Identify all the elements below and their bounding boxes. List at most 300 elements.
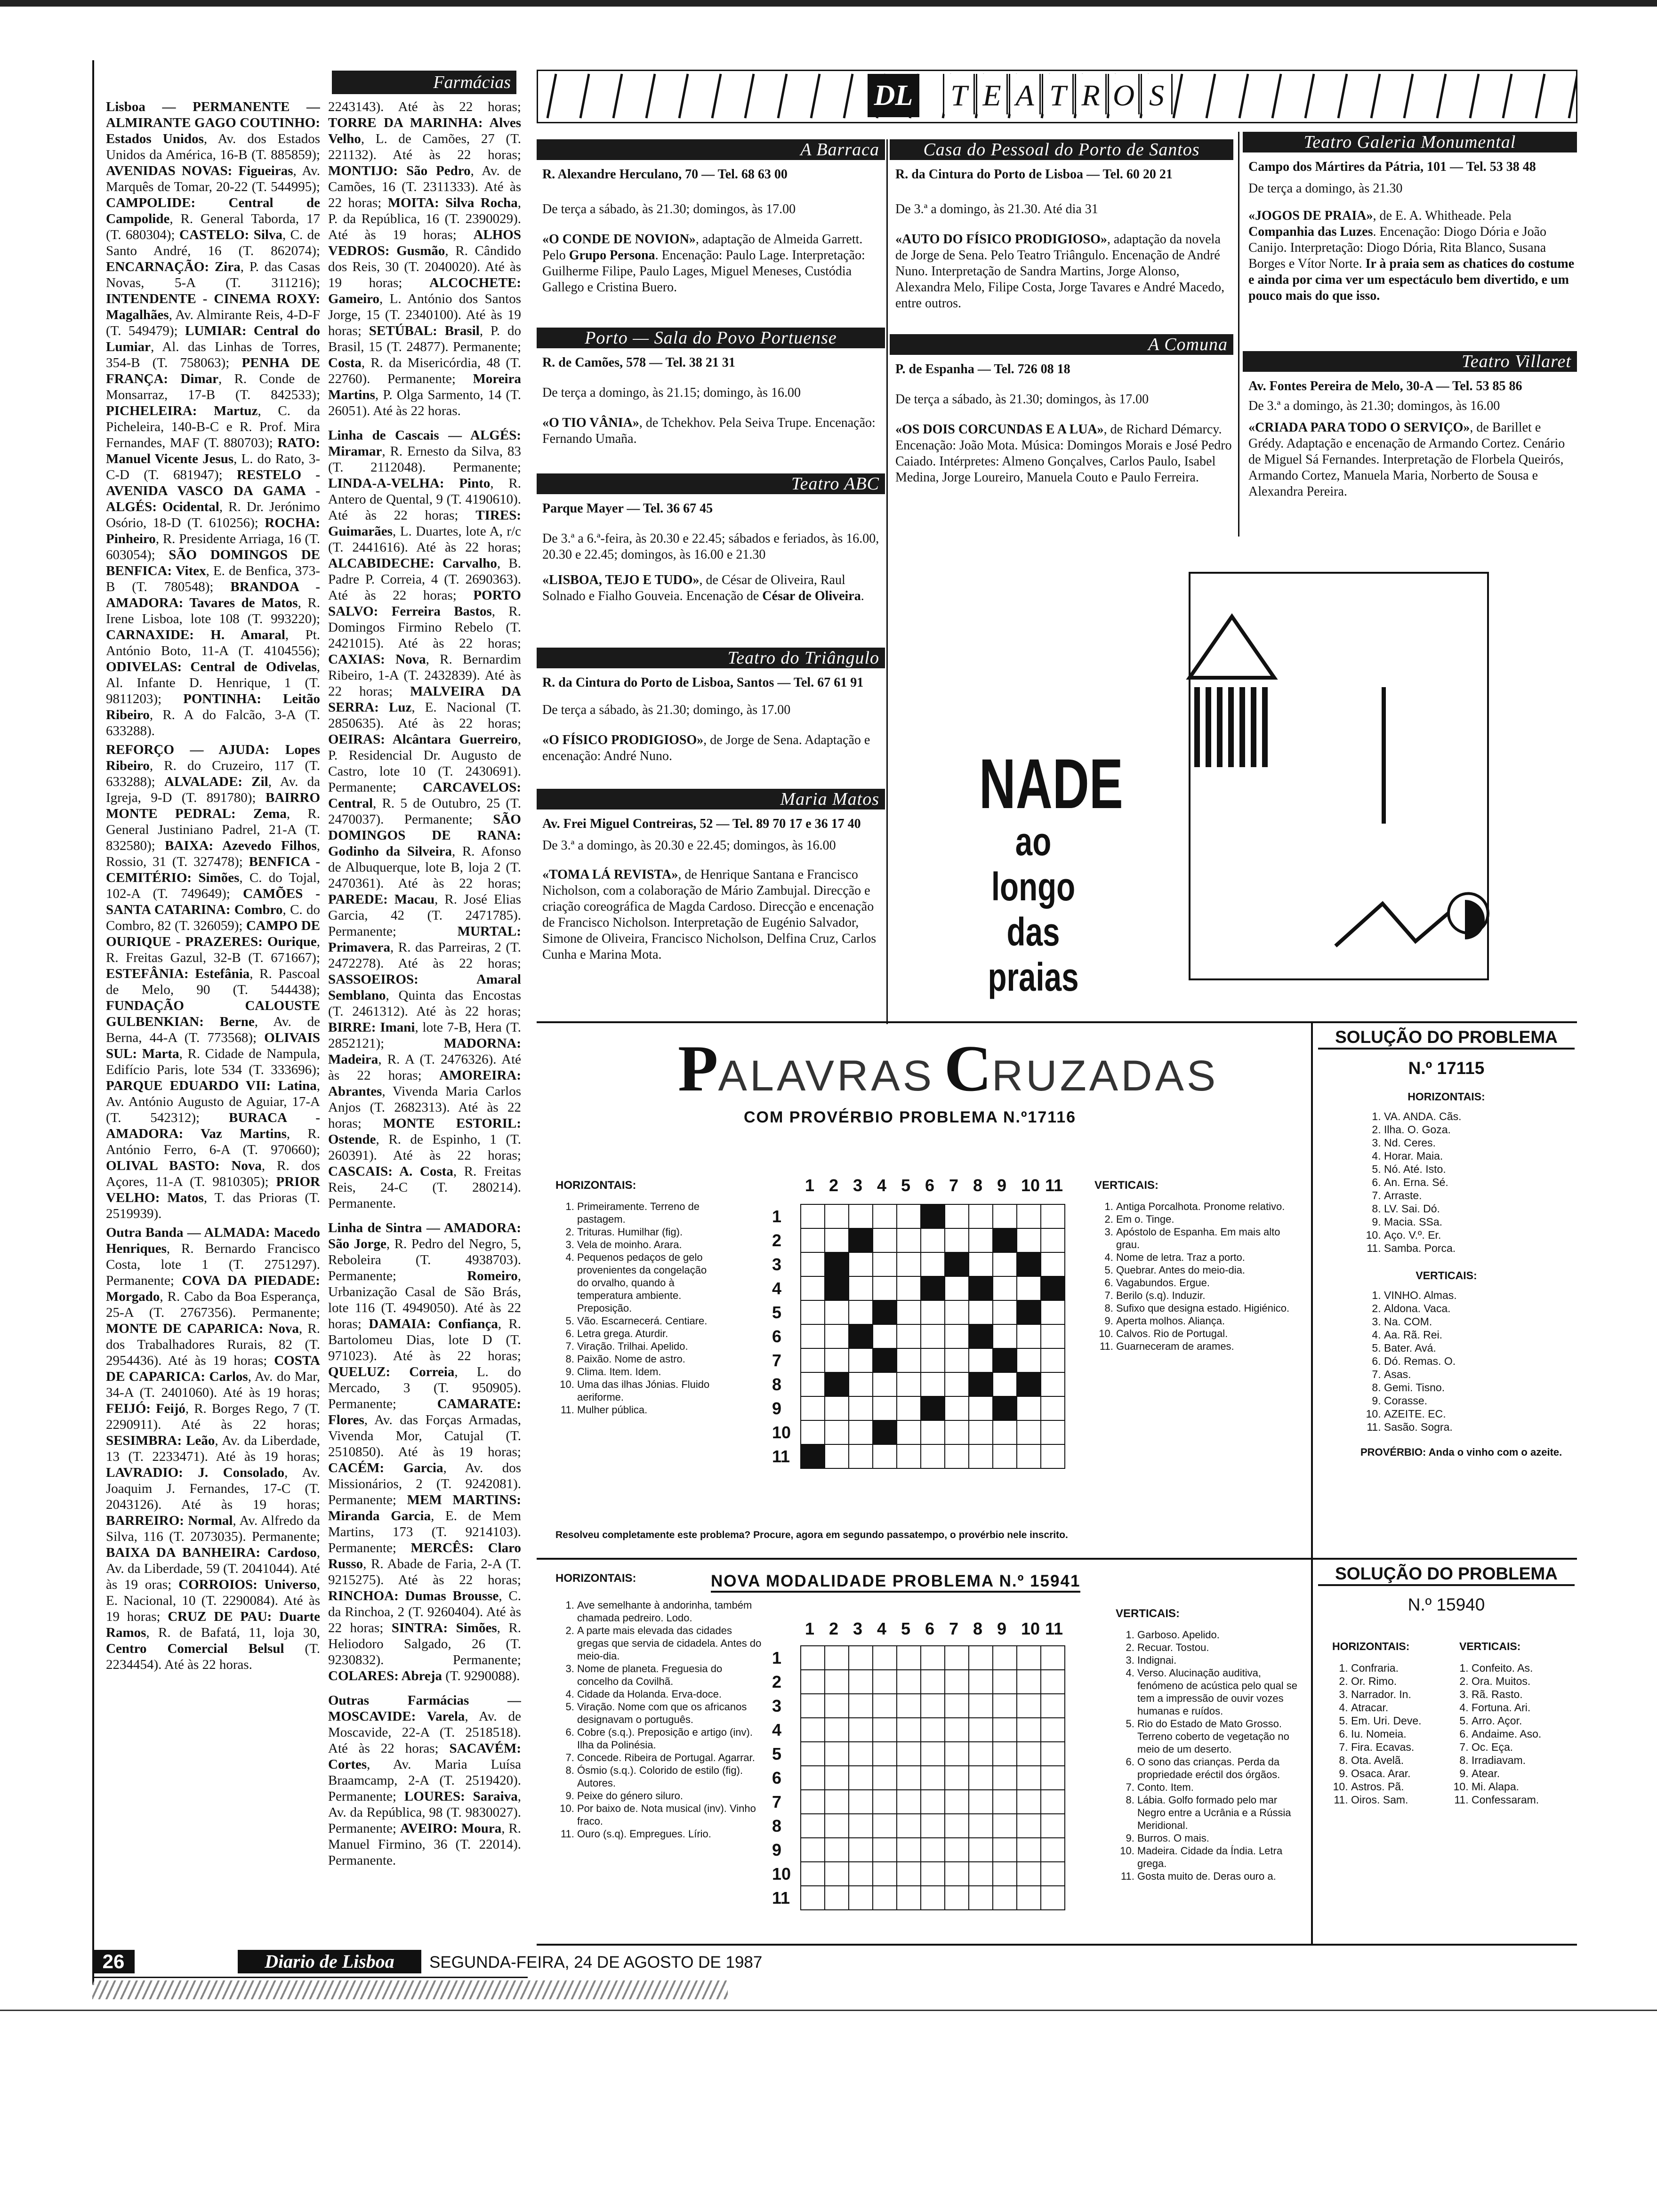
- grid-cell[interactable]: [993, 1372, 1017, 1396]
- grid-cell[interactable]: [945, 1838, 969, 1862]
- grid-cell[interactable]: [969, 1694, 993, 1718]
- grid-cell[interactable]: [1041, 1300, 1065, 1324]
- grid-cell[interactable]: [921, 1742, 945, 1766]
- grid-cell[interactable]: [897, 1228, 921, 1252]
- grid-cell[interactable]: [993, 1718, 1017, 1742]
- grid-cell[interactable]: [945, 1300, 969, 1324]
- grid-cell[interactable]: [921, 1718, 945, 1742]
- grid-cell[interactable]: [1041, 1276, 1065, 1300]
- grid-cell[interactable]: [897, 1444, 921, 1468]
- list-item: 4. Pequenos pedaços de gelo provenientes da congelação do orvalho, quando à temperatura ambiente. Preposição.: [577, 1251, 716, 1314]
- grid-cell[interactable]: [945, 1766, 969, 1790]
- grid-cell[interactable]: [993, 1396, 1017, 1420]
- grid-cell[interactable]: [849, 1646, 873, 1670]
- grid-cell[interactable]: [969, 1814, 993, 1838]
- theatre-address: Parque Mayer — Tel. 36 67 45: [542, 501, 713, 516]
- grid-cell[interactable]: [1017, 1300, 1041, 1324]
- hatch-line: [1437, 74, 1446, 118]
- grid-cell[interactable]: [849, 1886, 873, 1910]
- grid-cell[interactable]: [897, 1766, 921, 1790]
- grid-cell[interactable]: [1017, 1694, 1041, 1718]
- grid-cell[interactable]: [1041, 1838, 1065, 1862]
- grid-cell[interactable]: [1041, 1886, 1065, 1910]
- grid-cell[interactable]: [801, 1646, 825, 1670]
- grid-cell[interactable]: [969, 1300, 993, 1324]
- grid-cell[interactable]: [825, 1742, 849, 1766]
- grid-cell[interactable]: [969, 1204, 993, 1228]
- grid-cell[interactable]: [1041, 1252, 1065, 1276]
- grid-cell[interactable]: [801, 1252, 825, 1276]
- theatre-times: De 3.ª a 6.ª-feira, às 20.30 e 22.45; sábados e feriados, às 16.00, 20.30 e 22.45; domingos, às 16.00 e 21.30: [542, 531, 879, 562]
- grid-cell[interactable]: [873, 1742, 897, 1766]
- grid-cell[interactable]: [873, 1348, 897, 1372]
- grid-cell[interactable]: [921, 1420, 945, 1444]
- grid-cell[interactable]: [1041, 1396, 1065, 1420]
- grid-cell[interactable]: [993, 1814, 1017, 1838]
- grid-cell[interactable]: [825, 1694, 849, 1718]
- grid-cell[interactable]: [873, 1300, 897, 1324]
- grid-cell[interactable]: [897, 1204, 921, 1228]
- grid-cell[interactable]: [897, 1718, 921, 1742]
- grid-cell[interactable]: [873, 1204, 897, 1228]
- grid-cell[interactable]: [801, 1228, 825, 1252]
- grid-cell[interactable]: [1017, 1766, 1041, 1790]
- grid-cell[interactable]: [945, 1276, 969, 1300]
- grid-cell[interactable]: [801, 1862, 825, 1886]
- column-number: 11: [1045, 1176, 1063, 1195]
- grid-cell[interactable]: [801, 1814, 825, 1838]
- grid-cell[interactable]: [945, 1252, 969, 1276]
- grid-cell[interactable]: [825, 1862, 849, 1886]
- grid-cell[interactable]: [873, 1420, 897, 1444]
- crossword1-subtitle: COM PROVÉRBIO PROBLEMA N.º17116: [744, 1108, 1077, 1126]
- grid-cell[interactable]: [1017, 1814, 1041, 1838]
- solution-list: [1370, 1289, 1575, 1434]
- grid-cell[interactable]: [1017, 1324, 1041, 1348]
- grid-cell[interactable]: [873, 1396, 897, 1420]
- grid-cell[interactable]: [825, 1276, 849, 1300]
- grid-cell[interactable]: [969, 1252, 993, 1276]
- grid-cell[interactable]: [945, 1396, 969, 1420]
- grid-cell[interactable]: [897, 1396, 921, 1420]
- grid-cell[interactable]: [921, 1886, 945, 1910]
- grid-cell[interactable]: [825, 1670, 849, 1694]
- grid-cell[interactable]: [945, 1742, 969, 1766]
- grid-cell[interactable]: [1017, 1862, 1041, 1886]
- grid-cell[interactable]: [897, 1348, 921, 1372]
- grid-cell[interactable]: [1041, 1766, 1065, 1790]
- list-item: 6. Letra grega. Aturdir.: [577, 1327, 716, 1340]
- grid-cell[interactable]: [1041, 1420, 1065, 1444]
- grid-cell[interactable]: [1017, 1396, 1041, 1420]
- list-item: 4. Atracar.: [1351, 1701, 1450, 1714]
- grid-cell[interactable]: [801, 1444, 825, 1468]
- grid-cell[interactable]: [873, 1766, 897, 1790]
- grid-cell[interactable]: [945, 1228, 969, 1252]
- grid-cell[interactable]: [969, 1862, 993, 1886]
- grid-cell[interactable]: [897, 1886, 921, 1910]
- grid-cell[interactable]: [1017, 1790, 1041, 1814]
- grid-cell[interactable]: [849, 1694, 873, 1718]
- grid-cell[interactable]: [897, 1814, 921, 1838]
- grid-cell[interactable]: [945, 1718, 969, 1742]
- grid-cell[interactable]: [849, 1348, 873, 1372]
- grid-cell[interactable]: [825, 1348, 849, 1372]
- grid-cell[interactable]: [921, 1694, 945, 1718]
- grid-cell[interactable]: [873, 1694, 897, 1718]
- grid-cell[interactable]: [873, 1276, 897, 1300]
- grid-cell[interactable]: [945, 1790, 969, 1814]
- grid-cell[interactable]: [849, 1204, 873, 1228]
- advert-line-1: NADE: [979, 744, 1123, 823]
- solution-2: [1318, 1564, 1575, 1806]
- row-number: 8: [772, 1816, 782, 1835]
- clue-list: [555, 1599, 765, 1840]
- grid-cell[interactable]: [849, 1814, 873, 1838]
- grid-cell[interactable]: [969, 1396, 993, 1420]
- list-item: 6. Cobre (s.q.). Preposição e artigo (inv). Ilha da Polinésia.: [577, 1726, 765, 1751]
- theatre-address: Campo dos Mártires da Pátria, 101 — Tel. 53 38 48: [1248, 160, 1536, 174]
- grid-cell[interactable]: [993, 1228, 1017, 1252]
- grid-cell[interactable]: [921, 1252, 945, 1276]
- list-item: 11. Gosta muito de. Deras ouro a.: [1137, 1870, 1304, 1883]
- grid-cell[interactable]: [1041, 1670, 1065, 1694]
- grid-cell[interactable]: [801, 1396, 825, 1420]
- column-number: 10: [1021, 1176, 1040, 1195]
- grid-cell[interactable]: [1017, 1372, 1041, 1396]
- grid-cell[interactable]: [825, 1300, 849, 1324]
- grid-cell[interactable]: [1017, 1444, 1041, 1468]
- grid-cell[interactable]: [1041, 1372, 1065, 1396]
- grid-cell[interactable]: [849, 1718, 873, 1742]
- grid-cell[interactable]: [897, 1420, 921, 1444]
- grid-cell[interactable]: [921, 1276, 945, 1300]
- list-item: 3. Na. COM.: [1384, 1315, 1575, 1328]
- grid-cell[interactable]: [969, 1886, 993, 1910]
- grid-cell[interactable]: [993, 1862, 1017, 1886]
- grid-cell[interactable]: [849, 1276, 873, 1300]
- grid-cell[interactable]: [993, 1742, 1017, 1766]
- grid-cell[interactable]: [993, 1694, 1017, 1718]
- grid-cell[interactable]: [993, 1324, 1017, 1348]
- grid-cell[interactable]: [1017, 1886, 1041, 1910]
- bottom-rule: [0, 2010, 1657, 2011]
- grid-cell[interactable]: [945, 1694, 969, 1718]
- grid-cell[interactable]: [897, 1742, 921, 1766]
- grid-cell[interactable]: [969, 1670, 993, 1694]
- grid-cell[interactable]: [945, 1348, 969, 1372]
- crossword1-grid[interactable]: [800, 1204, 1065, 1469]
- grid-cell[interactable]: [921, 1862, 945, 1886]
- grid-cell[interactable]: [1041, 1228, 1065, 1252]
- list-item: 8. LV. Sai. Dó.: [1384, 1202, 1575, 1215]
- grid-cell[interactable]: [921, 1372, 945, 1396]
- grid-cell[interactable]: [993, 1838, 1017, 1862]
- grid-cell[interactable]: [825, 1790, 849, 1814]
- grid-cell[interactable]: [849, 1324, 873, 1348]
- grid-cell[interactable]: [993, 1444, 1017, 1468]
- grid-cell[interactable]: [969, 1372, 993, 1396]
- column-number: 6: [925, 1619, 935, 1638]
- grid-cell[interactable]: [969, 1228, 993, 1252]
- grid-cell[interactable]: [969, 1324, 993, 1348]
- grid-cell[interactable]: [801, 1348, 825, 1372]
- grid-cell[interactable]: [849, 1766, 873, 1790]
- theatre-triangulo: [537, 648, 885, 770]
- grid-cell[interactable]: [849, 1790, 873, 1814]
- list-item: 2. Em o. Tinge.: [1116, 1213, 1297, 1226]
- grid-cell[interactable]: [993, 1886, 1017, 1910]
- grid-cell[interactable]: [921, 1790, 945, 1814]
- clue-list: [1116, 1628, 1304, 1883]
- row-number: 3: [772, 1696, 782, 1715]
- grid-cell[interactable]: [993, 1646, 1017, 1670]
- grid-cell[interactable]: [945, 1670, 969, 1694]
- grid-cell[interactable]: [873, 1814, 897, 1838]
- grid-cell[interactable]: [897, 1694, 921, 1718]
- grid-cell[interactable]: [849, 1670, 873, 1694]
- grid-cell[interactable]: [1017, 1348, 1041, 1372]
- grid-cell[interactable]: [1017, 1718, 1041, 1742]
- grid-cell[interactable]: [921, 1646, 945, 1670]
- grid-cell[interactable]: [921, 1670, 945, 1694]
- grid-cell[interactable]: [873, 1838, 897, 1862]
- grid-cell[interactable]: [849, 1742, 873, 1766]
- list-item: 10. AZEITE. EC.: [1384, 1407, 1575, 1420]
- grid-cell[interactable]: [873, 1228, 897, 1252]
- grid-cell[interactable]: [1017, 1420, 1041, 1444]
- grid-cell[interactable]: [945, 1204, 969, 1228]
- grid-cell[interactable]: [945, 1886, 969, 1910]
- grid-cell[interactable]: [1041, 1204, 1065, 1228]
- list-item: 6. Andaime. Aso.: [1472, 1727, 1572, 1740]
- grid-cell[interactable]: [825, 1324, 849, 1348]
- grid-cell[interactable]: [921, 1766, 945, 1790]
- grid-cell[interactable]: [1041, 1646, 1065, 1670]
- grid-cell[interactable]: [1041, 1742, 1065, 1766]
- grid-cell[interactable]: [801, 1204, 825, 1228]
- grid-cell[interactable]: [969, 1742, 993, 1766]
- grid-cell[interactable]: [969, 1838, 993, 1862]
- clue-list: [555, 1200, 716, 1416]
- hatch-line: [646, 74, 655, 118]
- grid-cell[interactable]: [1041, 1790, 1065, 1814]
- theatre-times: De terça a sábado, às 21.30; domingos, às 17.00: [542, 202, 796, 216]
- grid-cell[interactable]: [993, 1790, 1017, 1814]
- grid-cell[interactable]: [921, 1204, 945, 1228]
- grid-cell[interactable]: [921, 1324, 945, 1348]
- grid-cell[interactable]: [873, 1444, 897, 1468]
- grid-cell[interactable]: [1017, 1670, 1041, 1694]
- grid-cell[interactable]: [945, 1862, 969, 1886]
- grid-cell[interactable]: [873, 1790, 897, 1814]
- theatre-times: De terça a domingo, às 21.30: [1248, 181, 1403, 196]
- grid-cell[interactable]: [969, 1420, 993, 1444]
- farmacias-header: Farmácias: [332, 71, 516, 94]
- grid-cell[interactable]: [1017, 1252, 1041, 1276]
- list-item: 8. Sufixo que designa estado. Higiénico.: [1116, 1302, 1297, 1314]
- grid-cell[interactable]: [945, 1372, 969, 1396]
- grid-cell[interactable]: [825, 1204, 849, 1228]
- grid-cell[interactable]: [801, 1420, 825, 1444]
- theatre-description: «AUTO DO FÍSICO PRODIGIOSO», adaptação da novela de Jorge de Sena. Pelo Teatro Triângulo. Encenação de André Nuno. Interpretação de Sandra Martins, Jorge Alonso, Alexandra Melo, Filipe Costa, Jorge Tavares e André Macedo, entre outros.: [895, 232, 1225, 311]
- crossword1-horizontal-clues: [555, 1179, 716, 1416]
- column-number: 2: [829, 1176, 839, 1195]
- grid-cell[interactable]: [969, 1766, 993, 1790]
- grid-cell[interactable]: [993, 1300, 1017, 1324]
- grid-cell[interactable]: [801, 1838, 825, 1862]
- crossword2-grid[interactable]: [800, 1645, 1065, 1910]
- teatros-letter: A: [1009, 74, 1041, 114]
- grid-cell[interactable]: [873, 1252, 897, 1276]
- grid-cell[interactable]: [897, 1372, 921, 1396]
- grid-cell[interactable]: [849, 1838, 873, 1862]
- grid-cell[interactable]: [945, 1814, 969, 1838]
- grid-cell[interactable]: [921, 1396, 945, 1420]
- grid-cell[interactable]: [801, 1886, 825, 1910]
- grid-cell[interactable]: [1041, 1324, 1065, 1348]
- list-item: 2. Or. Rimo.: [1351, 1675, 1450, 1688]
- grid-cell[interactable]: [1017, 1646, 1041, 1670]
- grid-cell[interactable]: [993, 1670, 1017, 1694]
- row-number: 1: [772, 1207, 782, 1226]
- grid-cell[interactable]: [897, 1790, 921, 1814]
- grid-cell[interactable]: [873, 1862, 897, 1886]
- grid-cell[interactable]: [801, 1766, 825, 1790]
- grid-cell[interactable]: [993, 1252, 1017, 1276]
- grid-cell[interactable]: [921, 1838, 945, 1862]
- list-item: 4. Horar. Maia.: [1384, 1149, 1575, 1162]
- grid-cell[interactable]: [969, 1790, 993, 1814]
- grid-cell[interactable]: [1041, 1348, 1065, 1372]
- grid-cell[interactable]: [801, 1324, 825, 1348]
- section-rule: [537, 1944, 1577, 1946]
- grid-cell[interactable]: [993, 1276, 1017, 1300]
- grid-cell[interactable]: [873, 1670, 897, 1694]
- grid-cell[interactable]: [969, 1718, 993, 1742]
- grid-cell[interactable]: [1017, 1276, 1041, 1300]
- grid-cell[interactable]: [801, 1300, 825, 1324]
- grid-cell[interactable]: [921, 1814, 945, 1838]
- grid-cell[interactable]: [1017, 1204, 1041, 1228]
- list-item: 1. Primeiramente. Terreno de pastagem.: [577, 1200, 716, 1226]
- grid-cell[interactable]: [1017, 1228, 1041, 1252]
- grid-cell[interactable]: [969, 1646, 993, 1670]
- grid-cell[interactable]: [945, 1444, 969, 1468]
- grid-cell[interactable]: [825, 1838, 849, 1862]
- grid-cell[interactable]: [1041, 1694, 1065, 1718]
- grid-cell[interactable]: [825, 1444, 849, 1468]
- grid-cell[interactable]: [945, 1420, 969, 1444]
- grid-cell[interactable]: [873, 1372, 897, 1396]
- grid-cell[interactable]: [945, 1324, 969, 1348]
- hut-stripe: [1239, 687, 1245, 767]
- grid-cell[interactable]: [849, 1420, 873, 1444]
- grid-cell[interactable]: [921, 1228, 945, 1252]
- grid-cell[interactable]: [1017, 1742, 1041, 1766]
- grid-cell[interactable]: [897, 1324, 921, 1348]
- grid-cell[interactable]: [825, 1396, 849, 1420]
- grid-cell[interactable]: [897, 1300, 921, 1324]
- grid-cell[interactable]: [825, 1766, 849, 1790]
- teatros-letter: T: [943, 74, 975, 114]
- grid-cell[interactable]: [825, 1814, 849, 1838]
- grid-cell[interactable]: [969, 1348, 993, 1372]
- grid-cell[interactable]: [993, 1204, 1017, 1228]
- grid-cell[interactable]: [849, 1228, 873, 1252]
- nade-advert: [892, 537, 1575, 1012]
- grid-cell[interactable]: [849, 1444, 873, 1468]
- grid-cell[interactable]: [945, 1646, 969, 1670]
- grid-cell[interactable]: [921, 1444, 945, 1468]
- grid-cell[interactable]: [849, 1252, 873, 1276]
- grid-cell[interactable]: [873, 1646, 897, 1670]
- grid-cell[interactable]: [873, 1324, 897, 1348]
- grid-cell[interactable]: [825, 1718, 849, 1742]
- grid-cell[interactable]: [921, 1300, 945, 1324]
- grid-cell[interactable]: [825, 1372, 849, 1396]
- grid-cell[interactable]: [897, 1862, 921, 1886]
- grid-cell[interactable]: [849, 1396, 873, 1420]
- section-rule: [537, 1021, 1577, 1023]
- grid-cell[interactable]: [897, 1670, 921, 1694]
- grid-cell[interactable]: [849, 1862, 873, 1886]
- teatros-letter: T: [1042, 74, 1074, 114]
- grid-cell[interactable]: [993, 1766, 1017, 1790]
- grid-cell[interactable]: [1041, 1814, 1065, 1838]
- grid-cell[interactable]: [1041, 1862, 1065, 1886]
- column-number: 4: [877, 1176, 887, 1195]
- list-item: 10. Uma das ilhas Jónias. Fluido aeriforme.: [577, 1378, 716, 1403]
- grid-cell[interactable]: [801, 1694, 825, 1718]
- grid-cell[interactable]: [993, 1348, 1017, 1372]
- grid-cell[interactable]: [801, 1790, 825, 1814]
- grid-cell[interactable]: [849, 1300, 873, 1324]
- list-item: 8. Ósmio (s.q.). Colorido de estilo (fig). Autores.: [577, 1764, 765, 1789]
- grid-cell[interactable]: [897, 1276, 921, 1300]
- grid-cell[interactable]: [873, 1718, 897, 1742]
- grid-cell[interactable]: [801, 1670, 825, 1694]
- grid-cell[interactable]: [825, 1886, 849, 1910]
- grid-cell[interactable]: [993, 1420, 1017, 1444]
- grid-cell[interactable]: [1017, 1838, 1041, 1862]
- grid-cell[interactable]: [849, 1372, 873, 1396]
- hut-stripe: [1228, 687, 1234, 767]
- grid-cell[interactable]: [897, 1646, 921, 1670]
- grid-cell[interactable]: [1041, 1444, 1065, 1468]
- grid-cell[interactable]: [825, 1420, 849, 1444]
- list-item: 9. Atear.: [1472, 1767, 1572, 1780]
- grid-cell[interactable]: [825, 1252, 849, 1276]
- grid-cell[interactable]: [801, 1742, 825, 1766]
- list-item: 10. Aço. V.º. Er.: [1384, 1228, 1575, 1242]
- grid-cell[interactable]: [897, 1252, 921, 1276]
- list-item: 3. Indignai.: [1137, 1654, 1304, 1667]
- list-item: 5. Quebrar. Antes do meio-dia.: [1116, 1264, 1297, 1276]
- list-item: 5. Bater. Avá.: [1384, 1341, 1575, 1354]
- grid-cell[interactable]: [801, 1718, 825, 1742]
- grid-cell[interactable]: [921, 1348, 945, 1372]
- grid-cell[interactable]: [825, 1228, 849, 1252]
- grid-cell[interactable]: [801, 1372, 825, 1396]
- grid-cell[interactable]: [969, 1276, 993, 1300]
- grid-cell[interactable]: [873, 1886, 897, 1910]
- grid-cell[interactable]: [969, 1444, 993, 1468]
- grid-cell[interactable]: [825, 1646, 849, 1670]
- grid-cell[interactable]: [1041, 1718, 1065, 1742]
- grid-cell[interactable]: [897, 1838, 921, 1862]
- grid-cell[interactable]: [801, 1276, 825, 1300]
